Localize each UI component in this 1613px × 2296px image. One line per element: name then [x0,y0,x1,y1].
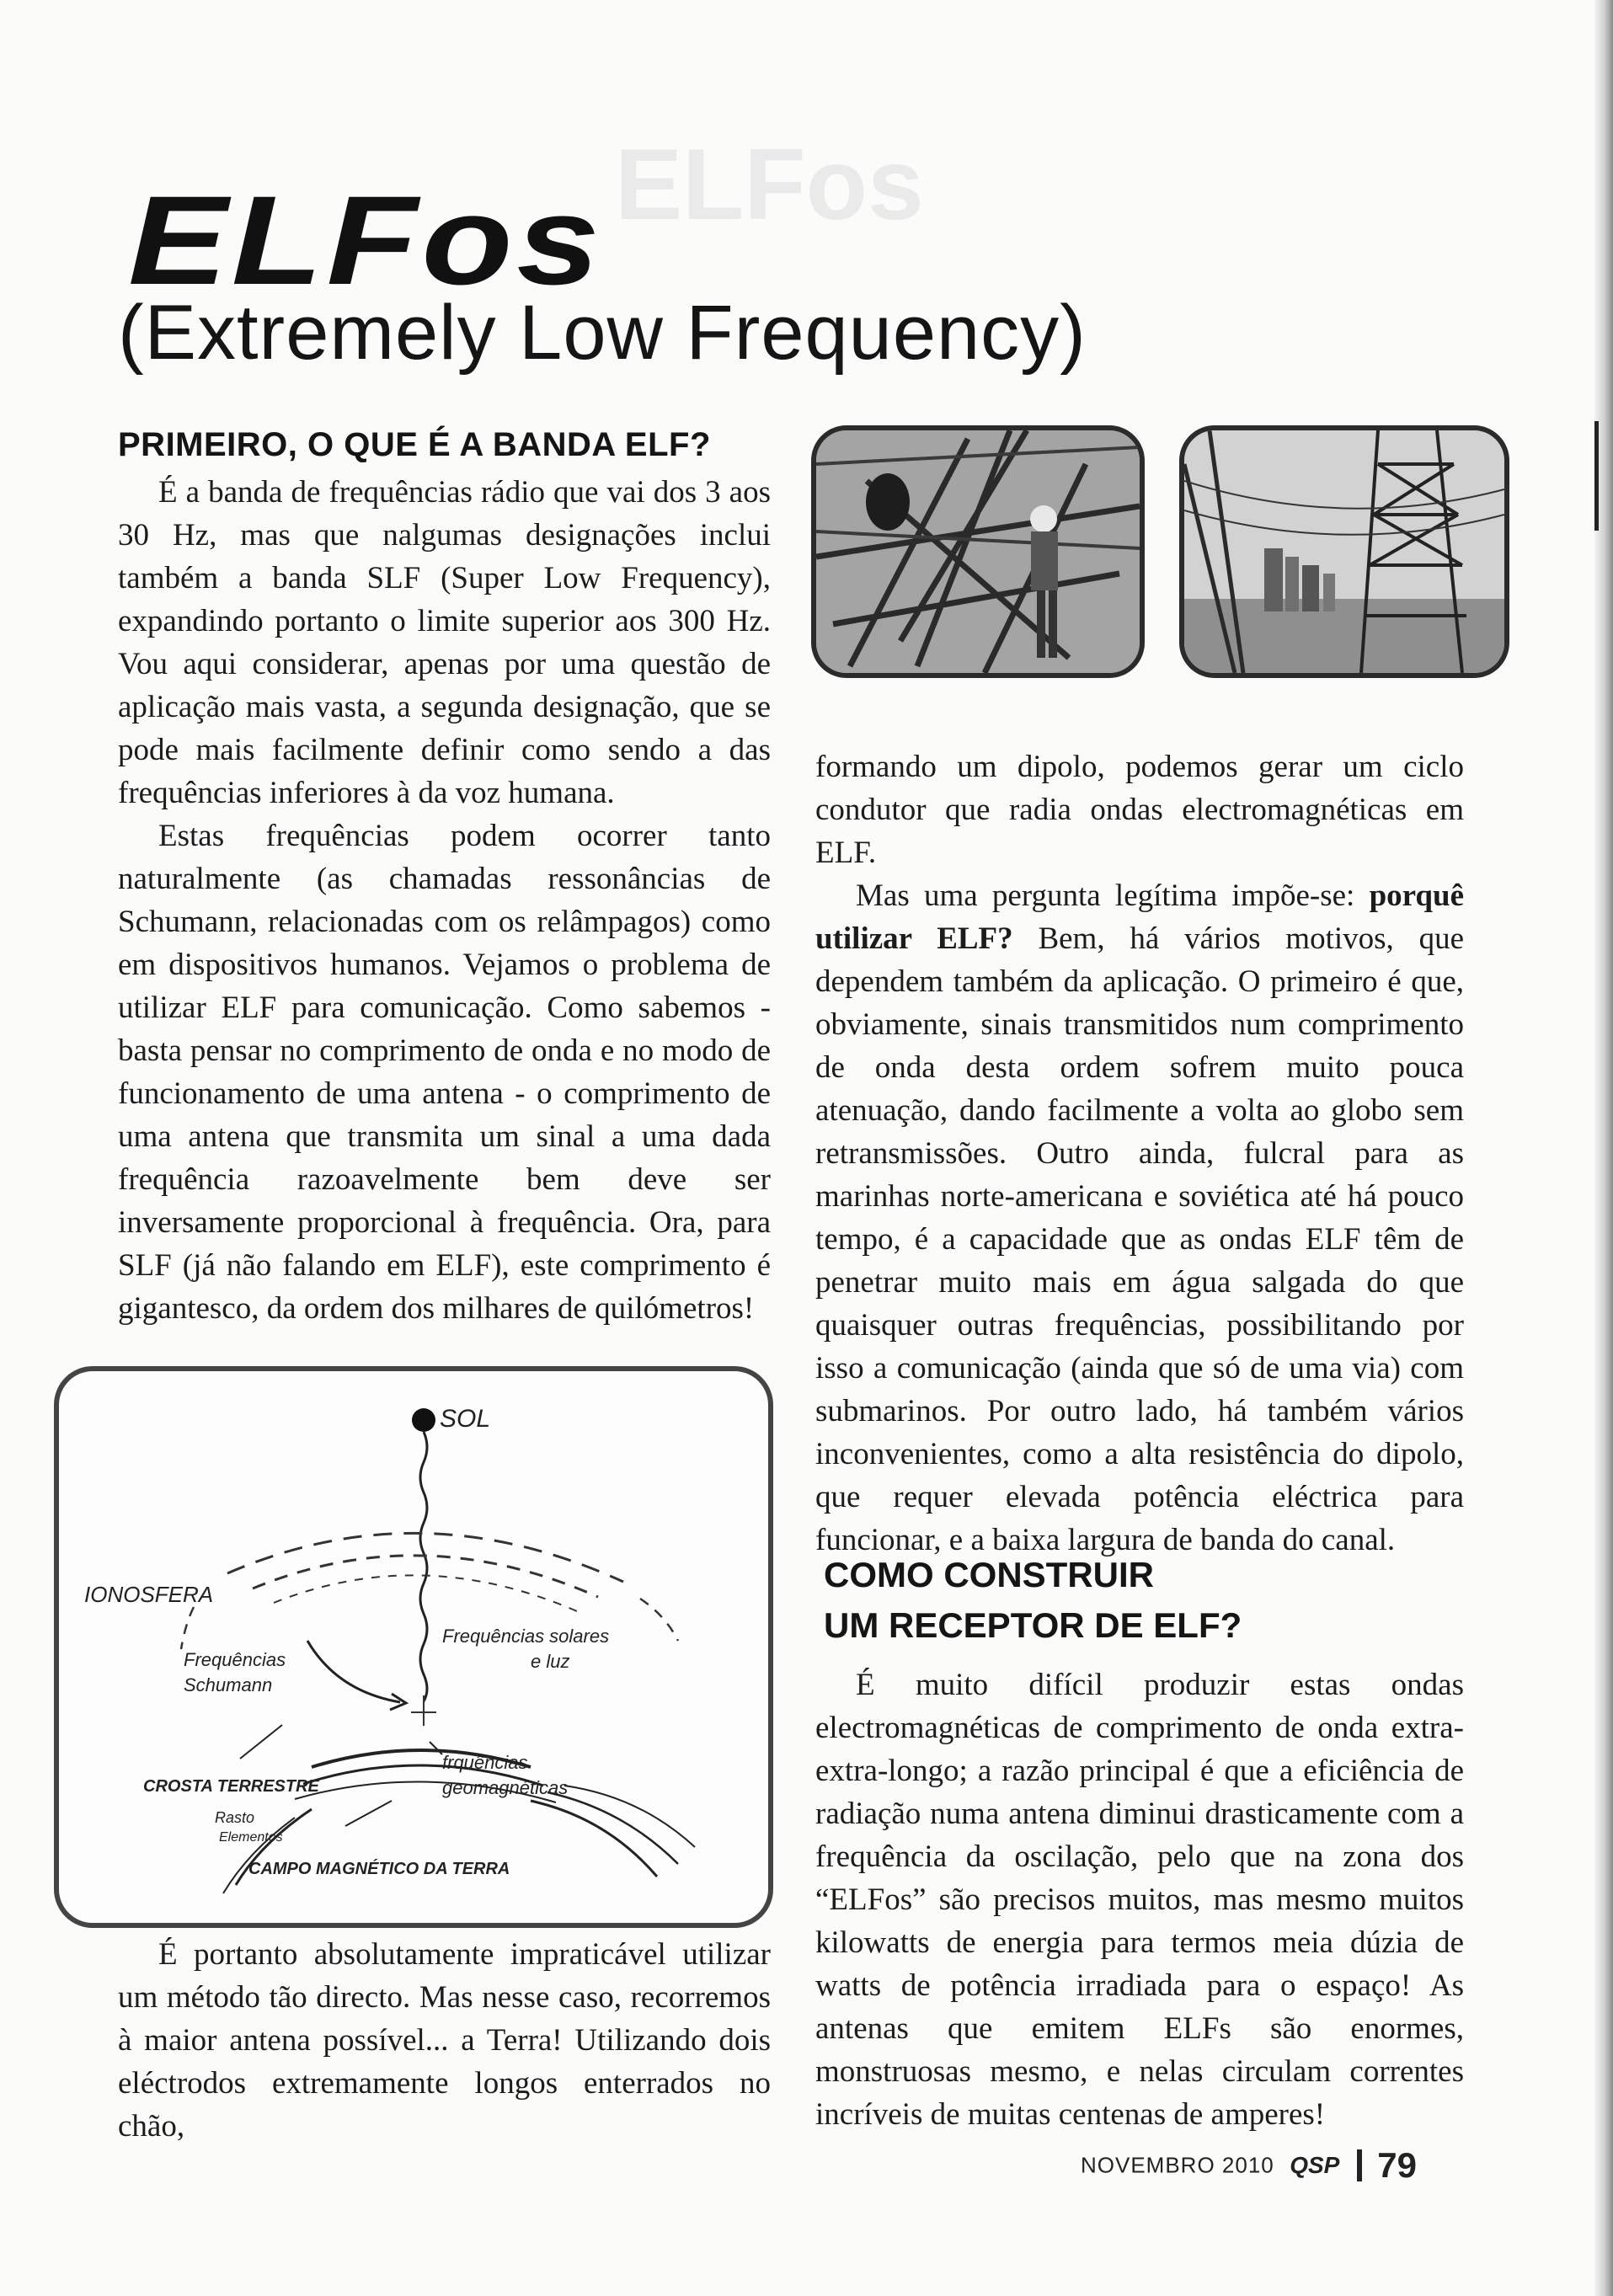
page-number: 79 [1377,2145,1417,2185]
paragraph [815,874,1464,1562]
label-schumann-2: Schumann [184,1674,273,1695]
sun-dot [412,1408,435,1432]
diagram-drawing [59,1371,768,1923]
paragraph: É portanto absolutamente impraticável utilizar um método tão directo. Mas nesse caso, recorremos à maior antena possível... a Terra! Utilizando dois eléctrodos extremamente longos enterrados no chão, [118,1937,771,2144]
magnetic-line [531,1801,657,1877]
label-crust: CROSTA TERRESTRE [143,1777,319,1796]
section-heading-receiver [824,1550,1464,1651]
bleed-through-heading: ELFos [615,128,924,241]
margin-bar [1594,421,1599,531]
schumann-arrow [307,1641,400,1702]
label-elementos: Elementos [219,1830,283,1845]
right-column [815,745,1464,1562]
label-solar-2: e luz [531,1651,570,1672]
photo-pylon-workers [811,425,1145,678]
page-footer [1081,2145,1417,2186]
page-binding-shadow [1594,0,1613,2296]
left-column [118,425,771,1330]
paragraph: Estas frequências podem ocorrer tanto naturalmente (as chamadas ressonâncias de Schumann, relacionadas com os relâmpagos) como em dispositivos humanos. Vejamos o problema de utilizar ELF para comunicação. Como sabemos - basta pensar no comprimento de onda e no modo de funcionamento de uma antena - o comprimento de uma antena que transmita um sinal a uma dada frequência razoavelmente bem deve ser inversamente proporcional à frequência. Ora, para SLF (já não falando em ELF), este comprimento é gigantesco, da ordem dos milhares de quilómetros! [118,819,771,1326]
article-subtitle: (Extremely Low Frequency) [118,290,1087,376]
section-heading-elf-band: PRIMEIRO, O QUE É A BANDA ELF? [118,426,711,463]
ionosphere-diagram [54,1366,773,1928]
label-ionosphere: IONOSFERA [84,1582,214,1607]
issue-date: NOVEMBRO 2010 [1081,2152,1274,2178]
paragraph: É a banda de frequências rádio que vai dos 3 aos 30 Hz, mas que nalgumas designações inclui também a banda SLF (Super Low Frequency), expandindo portanto o limite superior aos 300 Hz. Vou aqui considerar, apenas por uma questão de aplicação mais vasta, a segunda designação, que se pode mais facilmente definir como sendo a das frequências inferiores à da voz humana. [118,475,771,810]
heading-line: COMO CONSTRUIR [824,1555,1154,1594]
paragraph-text: Bem, há vários motivos, que dependem também da aplicação. O primeiro é que, obviamente, sinais transmitidos num comprimento de onda desta ordem sofrem muito pouca atenuação, dando facilmente a volta ao globo sem retransmissões. Outro ainda, fulcral para as marinhas norte-americana e soviética até há pouco tempo, é a capacidade que as ondas ELF têm de penetrar muito mais em água salgada do que quaisquer outras frequências, possibilitando por isso a comunicação (ainda que só de uma via) com submarinos. Por outro lado, há também vários inconvenientes, como a alta resistência do dipolo, que requer elevada potência eléctrica para funcionar, e a baixa largura de banda do canal. [815,921,1465,1557]
emphasis-text: porquê utilizar ELF? [815,878,1464,956]
solar-ray [420,1432,427,1701]
label-magnetic-field: CAMPO MAGNÉTICO DA TERRA [248,1860,510,1878]
photo-power-lines-city [1179,425,1509,678]
label-solar-1: Frequências solares [442,1626,610,1647]
paragraph: É muito difícil produzir estas ondas electromagnéticas de comprimento de onda extra-extra-longo; a razão principal é que a eficiência de radiação numa antena diminui drasticamente com a frequência da oscilação, pelo que na zona dos “ELFos” são precisos muitos, mas mesmo muitos kilowatts de energia para termos meia dúzia de watts de potência irradiada para o espaço! As antenas que emitem ELFs são enormes, monstruosas mesmo, e nelas circulam correntes incríveis de muitas centenas de amperes! [815,1668,1464,2132]
label-schumann-1: Frequências [184,1649,286,1670]
magazine-name: QSP [1290,2152,1340,2178]
left-column-continued [118,1933,771,2148]
label-rasto: Rasto [215,1809,255,1826]
paragraph-text: Mas uma pergunta legítima impõe-se: [856,878,1370,913]
heading-line: UM RECEPTOR DE ELF? [824,1605,1242,1645]
right-column-continued [815,1663,1464,2136]
label-geomagnetic-2: geomagnéticas [442,1777,569,1798]
article-title: ELFos [128,169,604,311]
label-sun: SOL [440,1405,491,1433]
footer-divider [1357,2149,1362,2181]
paragraph: formando um dipolo, podemos gerar um ciclo condutor que radia ondas electromagnéticas em ELF. [815,750,1464,870]
label-geomagnetic-1: frquências [442,1752,528,1773]
